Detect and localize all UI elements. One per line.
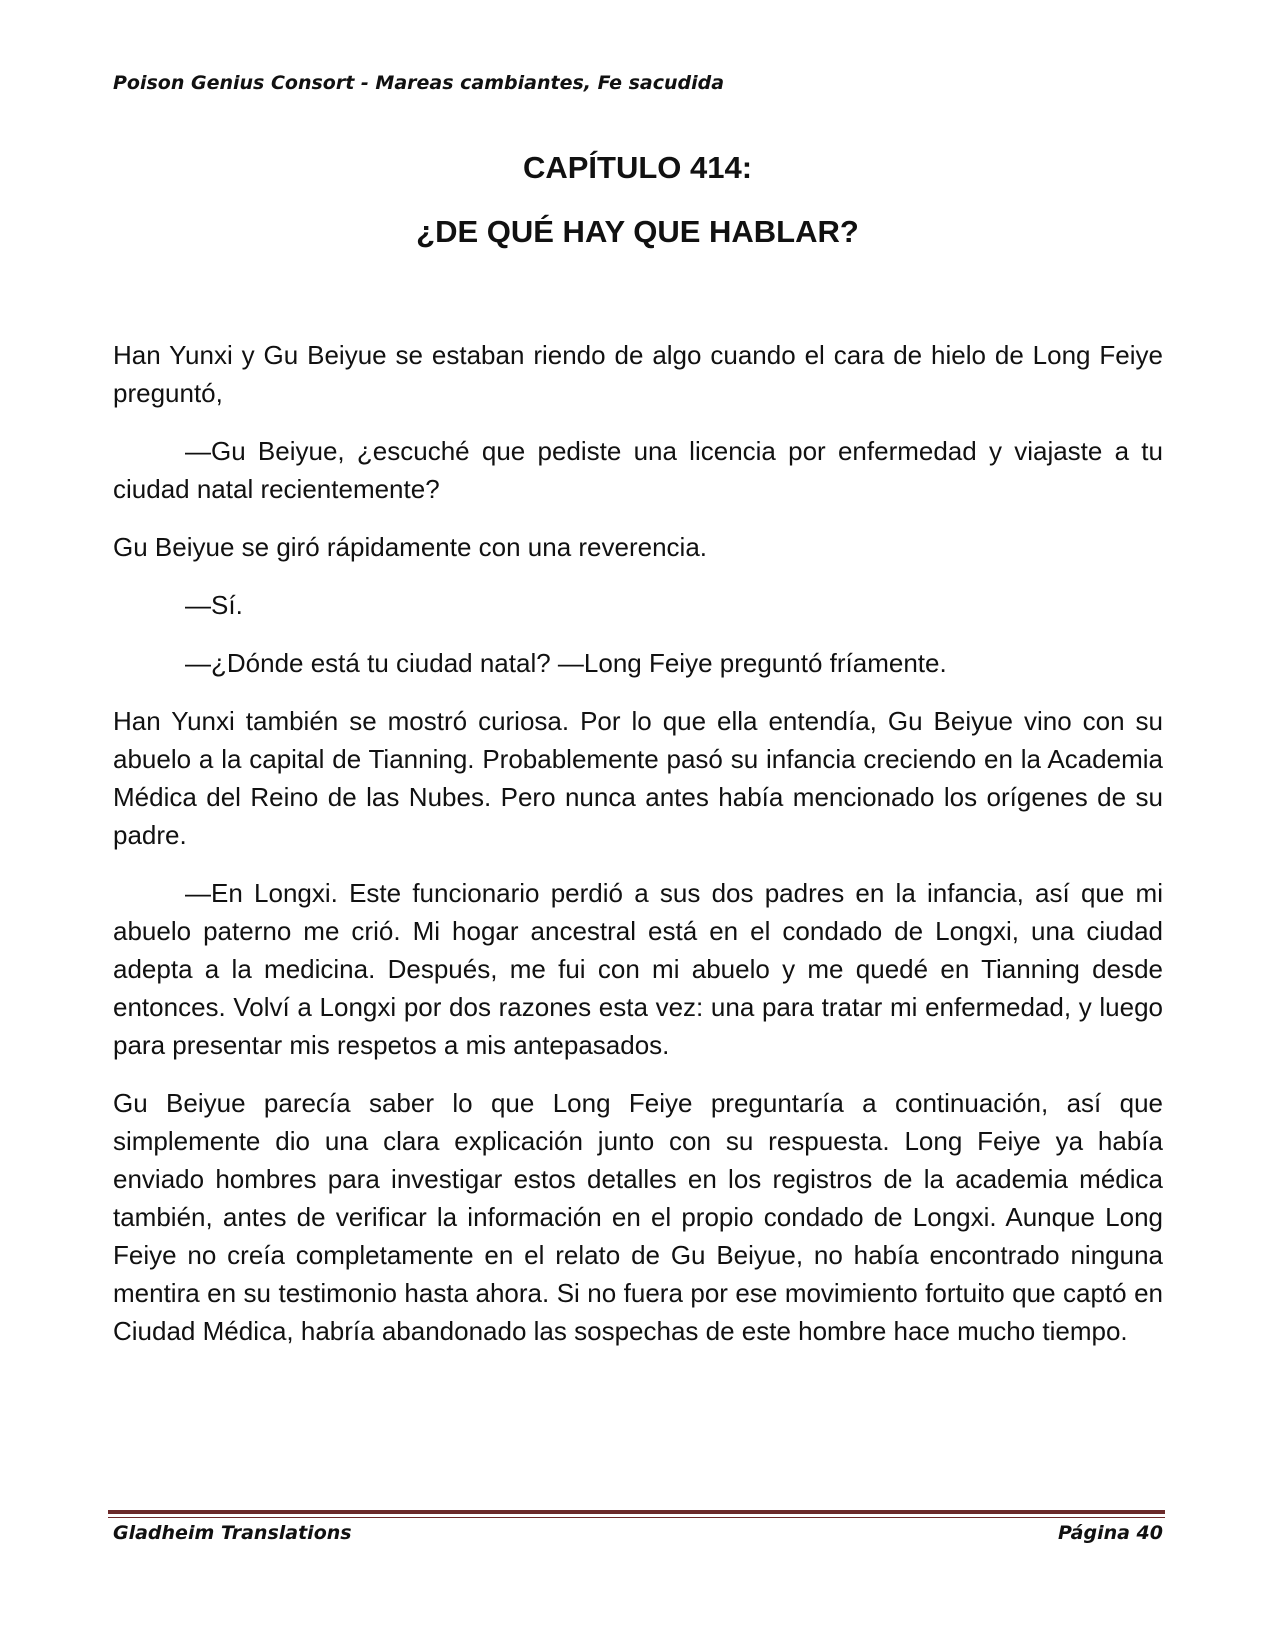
paragraph-dialogue: —En Longxi. Este funcionario perdió a sus dos padres en la infancia, así que mi abuelo paterno me crió. Mi hogar ancestral está en el condado de Longxi, una ciudad adepta a la medicina. Después, me fui con mi abuelo y me quedé en Tianning desde entonces. Volví a Longxi por dos razones esta vez: una para tratar mi enfermedad, y luego para presentar mis respetos a mis antepasados. (113, 878, 1163, 1060)
paragraph: Gu Beiyue se giró rápidamente con una reverencia. (113, 532, 708, 562)
paragraph: Han Yunxi y Gu Beiyue se estaban riendo de algo cuando el cara de hielo de Long Feiye preguntó, (113, 340, 1163, 408)
running-header: Poison Genius Consort - Mareas cambiantes, Fe sacudida (113, 72, 725, 94)
paragraph-dialogue: —¿Dónde está tu ciudad natal? —Long Feiye preguntó fríamente. (185, 648, 947, 678)
page-number: Página 40 (1057, 1522, 1163, 1544)
footer-rule-thin (108, 1517, 1165, 1518)
paragraph: Han Yunxi también se mostró curiosa. Por lo que ella entendía, Gu Beiyue vino con su abuelo a la capital de Tianning. Probablemente pasó su infancia creciendo en la Academia Médica del Reino de las Nubes. Pero nunca antes había mencionado los orígenes de su padre. (113, 706, 1163, 850)
chapter-body (113, 336, 1163, 1370)
paragraph-dialogue: —Sí. (185, 590, 243, 620)
footer-rule-thick (108, 1510, 1165, 1514)
paragraph: Gu Beiyue parecía saber lo que Long Feiye preguntaría a continuación, así que simplemente dio una clara explicación junto con su respuesta. Long Feiye ya había enviado hombres para investigar estos detalles en los registros de la academia médica también, antes de verificar la información en el propio condado de Longxi. Aunque Long Feiye no creía completamente en el relato de Gu Beiyue, no había encontrado ninguna mentira en su testimonio hasta ahora. Si no fuera por ese movimiento fortuito que captó en Ciudad Médica, habría abandonado las sospechas de este hombre hace mucho tiempo. (113, 1088, 1163, 1346)
paragraph-dialogue: —Gu Beiyue, ¿escuché que pediste una licencia por enfermedad y viajaste a tu ciudad natal recientemente? (113, 436, 1163, 504)
chapter-title: ¿DE QUÉ HAY QUE HABLAR? (416, 214, 859, 249)
chapter-number: CAPÍTULO 414: (522, 150, 753, 185)
footer-translator: Gladheim Translations (113, 1522, 352, 1544)
